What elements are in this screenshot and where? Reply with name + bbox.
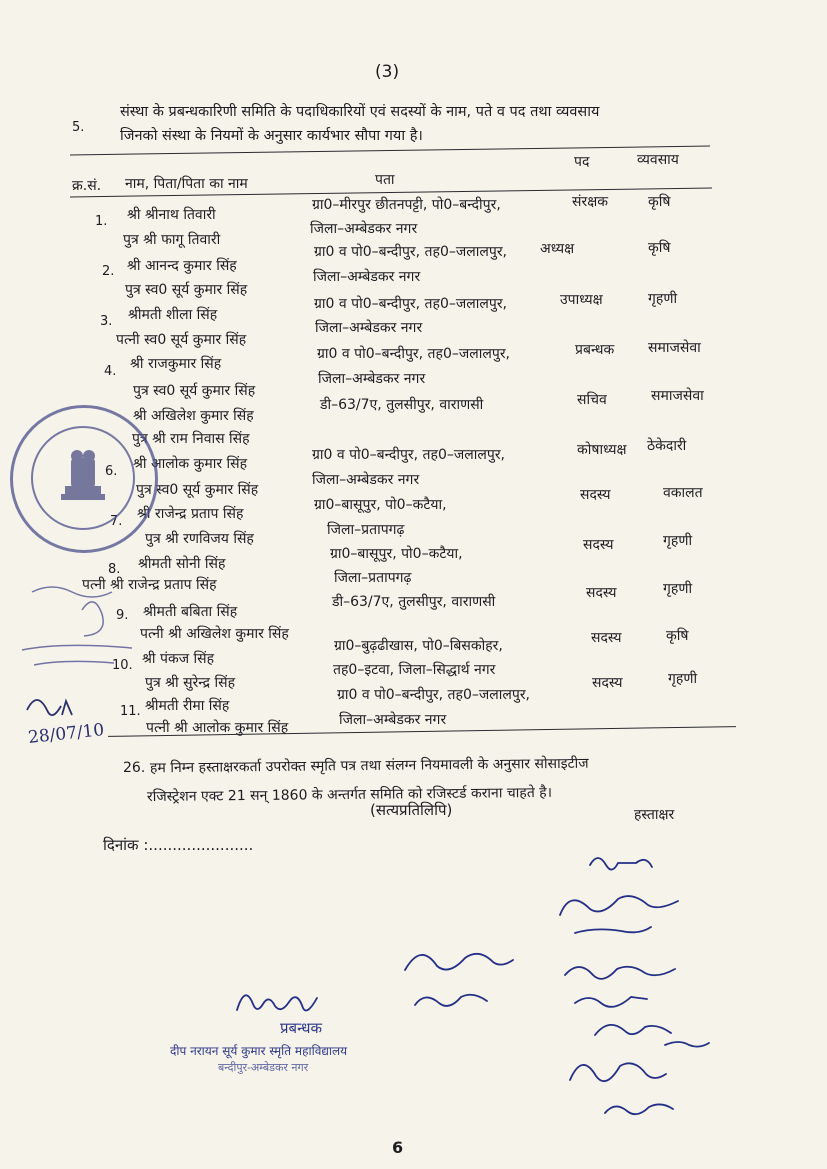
row-post: सचिव: [577, 392, 607, 408]
row-number: 11.: [120, 704, 141, 719]
declaration-line-1: हम निम्न हस्ताक्षरकर्ता उपरोक्त स्मृति पत्र तथा संलग्न नियमावली के अनुसार सोसाइटीज: [149, 755, 589, 777]
row-address-1: ग्रा0 व पो0–बन्दीपुर, तह0–जलालपुर,: [314, 244, 508, 260]
row-relation: पुत्र श्री सुरेन्द्र सिंह: [145, 675, 236, 691]
row-address-1: ग्रा0 व पो0–बन्दीपुर, तह0–जलालपुर,: [337, 687, 531, 703]
table-top-rule: [70, 146, 710, 156]
row-number: 9.: [116, 608, 129, 623]
row-address-2: जिला–अम्बेडकर नगर: [312, 472, 420, 488]
row-relation: पुत्र स्व0 सूर्य कुमार सिंह: [136, 482, 259, 498]
item-number: 5.: [72, 120, 85, 135]
row-number: 4.: [104, 364, 117, 379]
header-post: पद: [574, 154, 590, 170]
row-occupation: समाजसेवा: [648, 340, 701, 356]
row-post: सदस्य: [591, 630, 622, 646]
header-sno: क्र.सं.: [72, 178, 102, 194]
row-address-1: डी–63/7ए, तुलसीपुर, वाराणसी: [320, 397, 484, 413]
row-relation: पुत्र श्री फागू तिवारी: [123, 232, 221, 248]
row-address-1: ग्रा0–बुढ़ढीखास, पो0–बिसकोहर,: [334, 638, 503, 654]
row-relation: पत्नी श्री आलोक कुमार सिंह: [146, 720, 289, 736]
row-name: श्री अखिलेश कुमार सिंह: [133, 408, 254, 424]
emblem-icon: [33, 428, 133, 528]
margin-date: 28/07/10: [27, 720, 106, 748]
row-address-1: ग्रा0–बासूपुर, पो0–कटैया,: [330, 546, 463, 562]
row-address-2: जिला–प्रतापगढ़: [327, 522, 405, 538]
row-occupation: कृषि: [648, 240, 671, 256]
row-post: सदस्य: [580, 487, 611, 503]
member-signatures: [395, 845, 755, 1125]
row-post: उपाध्यक्ष: [560, 292, 603, 308]
heading-line-1: संस्था के प्रबन्धकारिणी समिति के पदाधिकारियों एवं सदस्यों के नाम, पते व पद तथा व्यवसाय: [120, 104, 600, 120]
row-occupation: कृषि: [666, 628, 689, 644]
row-address-1: ग्रा0 व पो0–बन्दीपुर, तह0–जलालपुर,: [314, 296, 508, 312]
row-address-1: ग्रा0 व पो0–बन्दीपुर, तह0–जलालपुर,: [317, 346, 511, 362]
row-occupation: ठेकेदारी: [647, 438, 687, 454]
row-post: सदस्य: [592, 675, 623, 691]
row-post: कोषाध्यक्ष: [577, 442, 627, 458]
row-number: 10.: [112, 658, 133, 673]
row-name: श्रीमती बबिता सिंह: [143, 604, 238, 620]
attestation-stamp-mark: [12, 570, 172, 740]
page-number: 6: [392, 1138, 404, 1157]
row-name: श्री पंकज सिंह: [142, 651, 215, 667]
header-occupation: व्यवसाय: [637, 152, 679, 168]
row-name: श्री आलोक कुमार सिंह: [133, 456, 248, 472]
row-name: श्री श्रीनाथ तिवारी: [127, 207, 216, 223]
row-post: संरक्षक: [572, 194, 608, 210]
row-occupation: गृहणी: [663, 533, 693, 549]
row-number: 3.: [100, 314, 113, 329]
manager-signature: [232, 980, 332, 1020]
row-relation: पत्नी श्री राजेन्द्र प्रताप सिंह: [82, 577, 217, 593]
row-post: अध्यक्ष: [540, 241, 575, 257]
row-occupation: कृषि: [648, 194, 671, 210]
header-name: नाम, पिता/पिता का नाम: [125, 176, 248, 192]
row-name: श्री आनन्द कुमार सिंह: [127, 258, 237, 274]
row-post: सदस्य: [586, 585, 617, 601]
declaration-number: 26.: [123, 760, 146, 776]
row-address-2: तह0–इटवा, जिला–सिद्धार्थ नगर: [333, 662, 496, 678]
official-seal-stamp: [10, 405, 158, 553]
row-name: श्री राजेन्द्र प्रताप सिंह: [137, 506, 244, 522]
row-occupation: समाजसेवा: [651, 388, 704, 404]
row-occupation: गृहणी: [668, 671, 698, 687]
row-address-1: डी–63/7ए, तुलसीपुर, वाराणसी: [332, 594, 496, 610]
header-address: पता: [375, 172, 395, 188]
row-number: 6.: [105, 464, 118, 479]
row-address-2: जिला–प्रतापगढ़: [334, 570, 412, 586]
row-post: सदस्य: [583, 537, 614, 553]
true-copy-label: (सत्यप्रतिलिपि): [370, 801, 453, 819]
row-address-2: जिला–अम्बेडकर नगर: [315, 320, 423, 336]
row-number: 1.: [95, 214, 108, 229]
row-name: श्रीमती शीला सिंह: [128, 307, 218, 323]
row-number: 2.: [102, 264, 115, 279]
row-relation: पुत्र श्री रणविजय सिंह: [145, 531, 254, 547]
date-label: दिनांक :......................: [103, 836, 254, 854]
row-address-2: जिला–अम्बेडकर नगर: [313, 269, 421, 285]
row-number: 8.: [108, 562, 121, 577]
institution-name: दीप नरायन सूर्य कुमार स्मृति महाविद्यालय: [170, 1044, 348, 1058]
manager-title: प्रबन्धक: [280, 1019, 323, 1037]
row-relation: पत्नी श्री अखिलेश कुमार सिंह: [140, 626, 289, 642]
page-label: (3): [375, 62, 400, 82]
row-relation: पुत्र स्व0 सूर्य कुमार सिंह: [133, 383, 256, 399]
row-relation: पत्नी स्व0 सूर्य कुमार सिंह: [116, 332, 247, 348]
row-name: श्रीमती रीमा सिंह: [145, 698, 230, 714]
declaration-line-2: रजिस्ट्रेशन एक्ट 21 सन् 1860 के अन्तर्गत समिति को रजिस्टर्ड कराना चाहते है।: [146, 784, 553, 806]
row-number: 7.: [110, 514, 123, 529]
heading-line-2: जिनको संस्था के नियमों के अनुसार कार्यभार सौपा गया है।: [120, 128, 423, 144]
row-address-1: ग्रा0–बासूपुर, पो0–कटैया,: [314, 497, 447, 513]
row-address-2: जिला–अम्बेडकर नगर: [310, 221, 418, 237]
row-occupation: गृहणी: [648, 291, 678, 307]
row-post: प्रबन्धक: [575, 342, 615, 358]
row-address-2: जिला–अम्बेडकर नगर: [318, 371, 426, 387]
stamp-inner-ring: [31, 426, 135, 530]
row-address-2: जिला–अम्बेडकर नगर: [339, 712, 447, 728]
institution-place: बन्दीपुर-अम्बेडकर नगर: [218, 1061, 309, 1074]
row-occupation: वकालत: [663, 485, 703, 501]
row-relation: पुत्र श्री राम निवास सिंह: [132, 431, 250, 447]
row-relation: पुत्र स्व0 सूर्य कुमार सिंह: [125, 282, 248, 298]
row-address-1: ग्रा0 व पो0–बन्दीपुर, तह0–जलालपुर,: [312, 447, 506, 463]
row-name: श्री राजकुमार सिंह: [130, 356, 222, 372]
row-occupation: गृहणी: [663, 581, 693, 597]
row-address-1: ग्रा0–मीरपुर छीतनपट्टी, पो0–बन्दीपुर,: [312, 197, 501, 213]
row-name: श्रीमती सोनी सिंह: [138, 556, 226, 572]
signature-label: हस्ताक्षर: [634, 807, 675, 823]
